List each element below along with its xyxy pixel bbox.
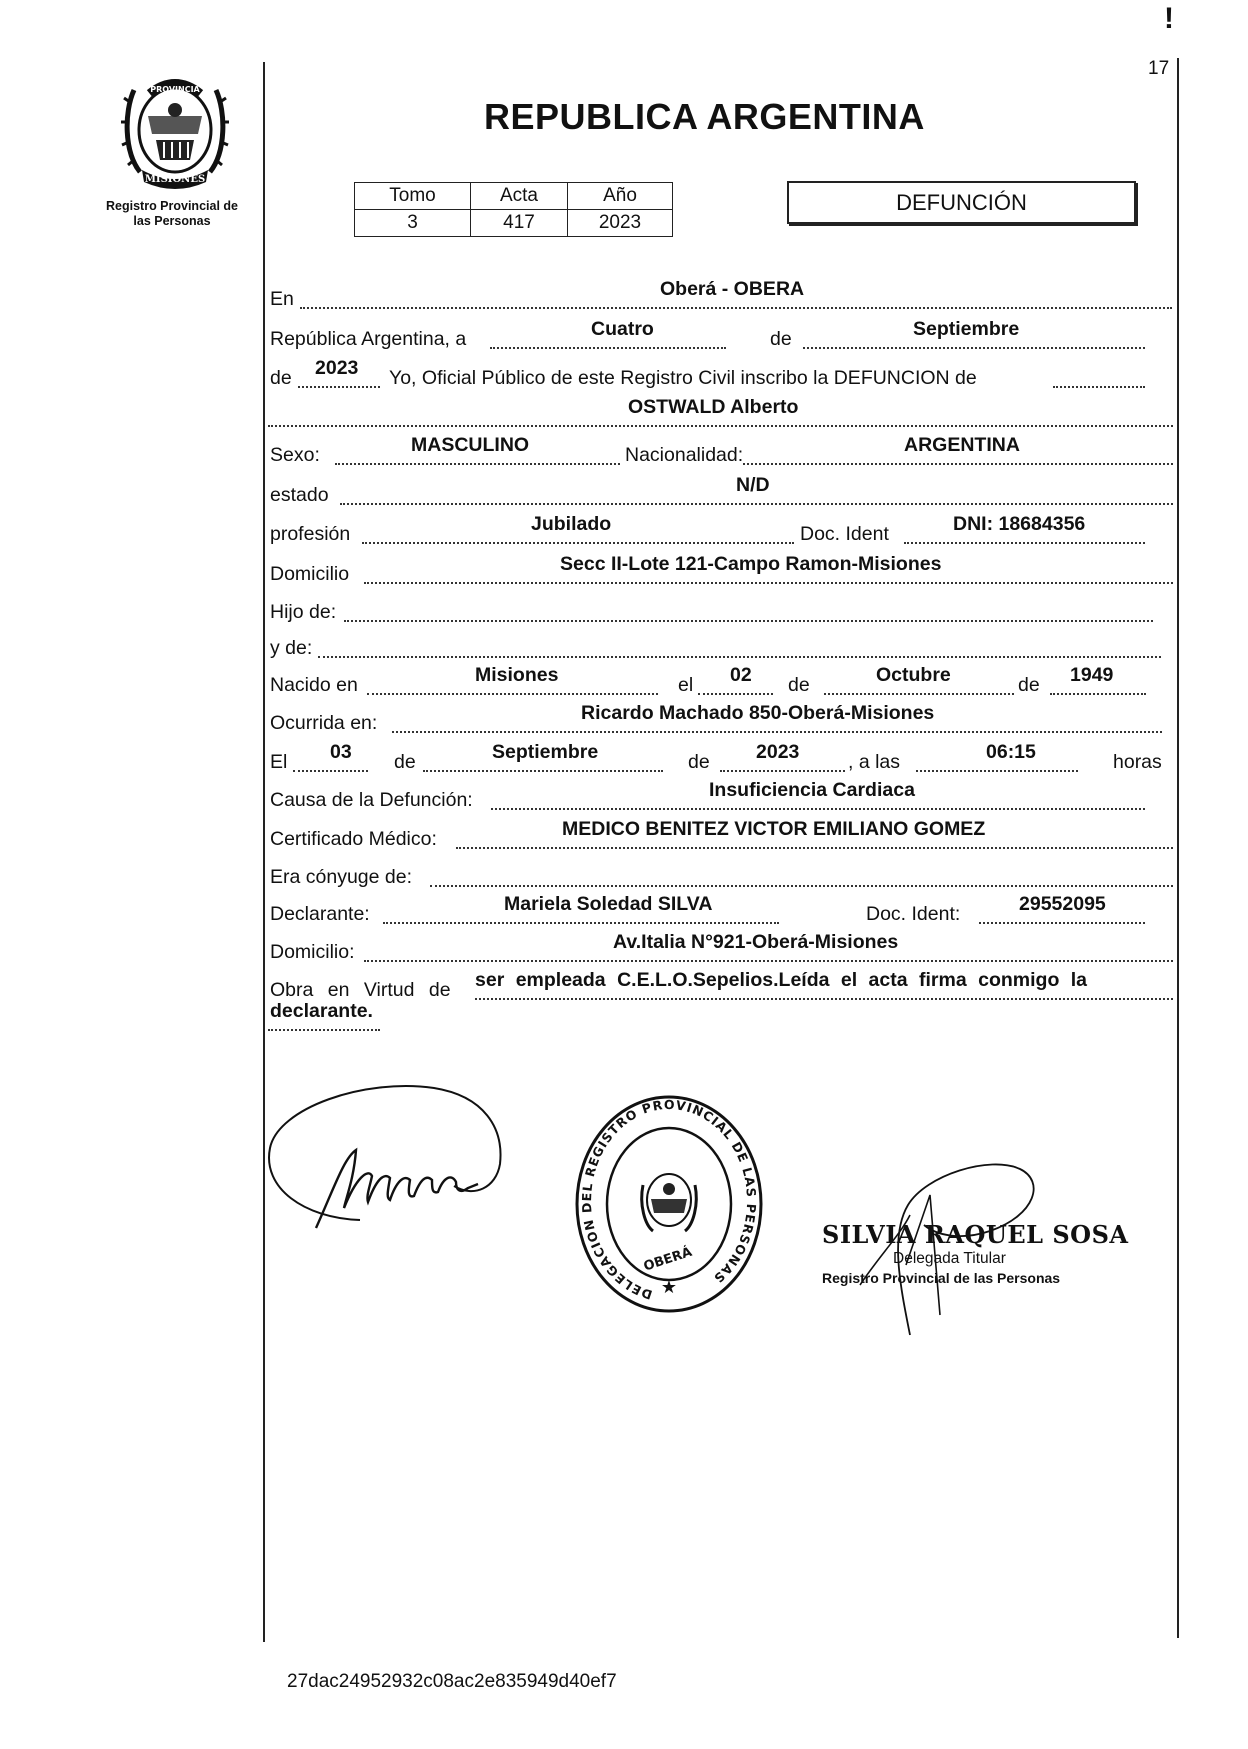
- line-obra: [268, 969, 1173, 1003]
- line-conyuge: [268, 856, 1173, 890]
- line-yo: [268, 357, 1173, 391]
- line-ocurrida: [268, 702, 1173, 736]
- profesion-value: Jubilado: [531, 513, 612, 535]
- birth-month: Octubre: [876, 664, 951, 686]
- death-year: 2023: [756, 741, 800, 763]
- line-republica: [268, 318, 1173, 352]
- declarante-value: Mariela Soledad SILVA: [504, 893, 713, 915]
- ocurrida-label: Ocurrida en:: [270, 712, 378, 734]
- estado-label: estado: [270, 484, 329, 506]
- decl-domicilio-label: Domicilio:: [270, 941, 355, 963]
- yo-text: Yo, Oficial Público de este Registro Civil inscribo la DEFUNCION de: [389, 367, 977, 389]
- registry-label-line2: las Personas: [133, 214, 211, 228]
- birth-year: 1949: [1070, 664, 1114, 686]
- line-y-de: [268, 627, 1173, 661]
- corner-mark: !: [1164, 2, 1174, 35]
- profesion-label: profesión: [270, 523, 351, 545]
- left-margin-rule: [263, 62, 265, 1642]
- line-declarante: [268, 893, 1173, 927]
- registry-label: [92, 199, 252, 229]
- horas-label: horas: [1113, 751, 1162, 773]
- tomo-value: 3: [355, 210, 471, 237]
- line-hijo: [268, 591, 1173, 625]
- svg-text:PROVINCIA: PROVINCIA: [150, 85, 200, 94]
- sexo-label: Sexo:: [270, 444, 320, 466]
- obra-value-line1: ser empleada C.E.L.O.Sepelios.Leída el acta firma conmigo la: [475, 969, 1088, 991]
- line-causa: [268, 779, 1173, 813]
- line-estado: [268, 474, 1173, 508]
- nacido-label: Nacido en: [270, 674, 358, 696]
- line-nacido: [268, 664, 1173, 698]
- anio-value: 2023: [568, 210, 673, 237]
- de6-label: de: [688, 751, 710, 773]
- ocurrida-value: Ricardo Machado 850-Oberá-Misiones: [581, 702, 935, 724]
- death-time: 06:15: [986, 741, 1036, 763]
- record-type-box: DEFUNCIÓN: [787, 181, 1136, 224]
- stamp-ring-text: DELEGACION DEL REGISTRO PROVINCIAL DE LAS PERSONAS: [578, 1096, 760, 1303]
- declarante-label: Declarante:: [270, 903, 370, 925]
- registrar-name: SILVIA RAQUEL SOSA: [822, 1220, 1129, 1249]
- doc-ident-label: Doc. Ident: [800, 523, 889, 545]
- en-label: En: [270, 288, 294, 310]
- stamp-city: OBERÁ: [641, 1244, 694, 1275]
- domicilio-label: Domicilio: [270, 563, 350, 585]
- decl-doc-label: Doc. Ident:: [866, 903, 961, 925]
- obra-value-line2: declarante.: [270, 1000, 373, 1022]
- svg-text:★: ★: [660, 1277, 678, 1297]
- month-text: Septiembre: [913, 318, 1020, 340]
- birth-day: 02: [730, 664, 752, 686]
- acta-value: 417: [471, 210, 568, 237]
- obra-label: Obra en Virtud de: [270, 979, 451, 1001]
- line-domicilio: [268, 553, 1173, 587]
- line-decl-domicilio: [268, 931, 1173, 965]
- tomo-header: Tomo: [355, 183, 471, 210]
- svg-text:MISIONES: MISIONES: [144, 174, 206, 185]
- el2-label: El: [270, 751, 288, 773]
- line-certificado: [268, 818, 1173, 852]
- alas-label: , a las: [848, 751, 901, 773]
- misiones-coat-of-arms-logo: [120, 72, 230, 192]
- line-sexo: [268, 434, 1173, 468]
- hijo-label: Hijo de:: [270, 601, 337, 623]
- decl-doc-value: 29552095: [1019, 893, 1106, 915]
- decl-domicilio-value: Av.Italia N°921-Oberá-Misiones: [613, 931, 899, 953]
- causa-value: Insuficiencia Cardiaca: [709, 779, 915, 801]
- doc-ident-value: DNI: 18684356: [953, 513, 1086, 535]
- line-en: [268, 278, 1173, 312]
- death-day: 03: [330, 741, 352, 763]
- de5-label: de: [394, 751, 416, 773]
- registry-label-line1: Registro Provincial de: [106, 199, 238, 213]
- de2-label: de: [270, 367, 292, 389]
- day-text: Cuatro: [591, 318, 654, 340]
- estado-value: N/D: [736, 474, 770, 496]
- line-deceased: [268, 396, 1173, 430]
- certificado-value: MEDICO BENITEZ VICTOR EMILIANO GOMEZ: [562, 818, 986, 840]
- y-de-label: y de:: [270, 637, 313, 659]
- de-label: de: [770, 328, 792, 350]
- deceased-name: OSTWALD Alberto: [628, 396, 799, 418]
- el-label: el: [678, 674, 694, 696]
- republica-label: República Argentina, a: [270, 328, 467, 350]
- nacionalidad-label: Nacionalidad:: [625, 444, 744, 466]
- official-stamp: [573, 1093, 765, 1315]
- page-number: 17: [1148, 58, 1170, 79]
- year-value: 2023: [315, 357, 359, 379]
- document-hash: 27dac24952932c08ac2e835949d40ef7: [287, 1671, 617, 1692]
- sexo-value: MASCULINO: [411, 434, 530, 456]
- de3-label: de: [788, 674, 810, 696]
- registrar-office: Registro Provincial de las Personas: [822, 1270, 1061, 1286]
- document-title: REPUBLICA ARGENTINA: [484, 96, 925, 137]
- line-death-date: [268, 741, 1173, 775]
- acta-header: Acta: [471, 183, 568, 210]
- record-table: [354, 182, 673, 237]
- right-margin-rule: [1177, 58, 1179, 1638]
- line-profesion: [268, 513, 1173, 547]
- declarant-signature: [264, 1068, 509, 1238]
- en-value: Oberá - OBERA: [660, 278, 805, 300]
- line-obra-2: [268, 1000, 1173, 1034]
- de4-label: de: [1018, 674, 1040, 696]
- domicilio-value: Secc II-Lote 121-Campo Ramon-Misiones: [560, 553, 942, 575]
- nacido-value: Misiones: [475, 664, 559, 686]
- nacionalidad-value: ARGENTINA: [904, 434, 1020, 456]
- anio-header: Año: [568, 183, 673, 210]
- conyuge-label: Era cónyuge de:: [270, 866, 413, 888]
- death-month: Septiembre: [492, 741, 599, 763]
- causa-label: Causa de la Defunción:: [270, 789, 473, 811]
- registrar-role: Delegada Titular: [893, 1250, 1006, 1267]
- certificado-label: Certificado Médico:: [270, 828, 437, 850]
